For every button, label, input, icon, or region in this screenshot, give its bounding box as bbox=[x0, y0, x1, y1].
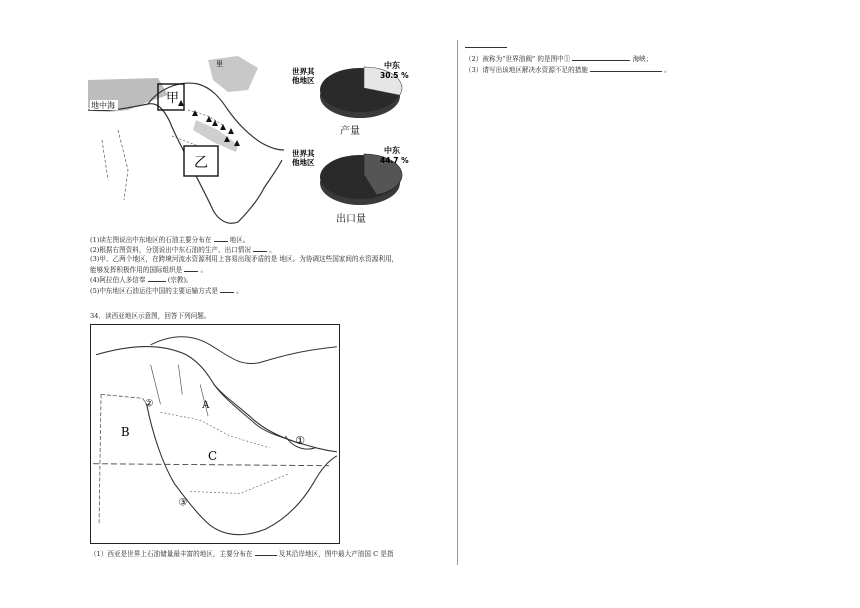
answer-blank[interactable] bbox=[214, 235, 228, 242]
coastline-south bbox=[147, 404, 337, 534]
q34-item-3-text: （3）请写出该地区解决水资源不足的措施 bbox=[465, 66, 588, 74]
tropic-line bbox=[93, 464, 329, 466]
middle-east-map bbox=[88, 50, 284, 230]
label-B: B bbox=[120, 424, 130, 439]
coastline-top bbox=[151, 337, 337, 364]
q33-item-1 bbox=[90, 235, 249, 245]
pie-other-label-1: 世界其 bbox=[292, 149, 315, 158]
answer-blank[interactable] bbox=[255, 549, 277, 556]
q33-item-2-tail: 。 bbox=[269, 246, 276, 254]
production-pie-chart bbox=[292, 56, 422, 136]
pie-other-label-2: 他地区 bbox=[292, 158, 315, 167]
answer-blank[interactable] bbox=[148, 275, 166, 282]
right-top-blank-line bbox=[465, 41, 507, 51]
q33-item-3 bbox=[90, 255, 398, 264]
border-dashed bbox=[99, 394, 147, 523]
q34-item-1 bbox=[90, 549, 393, 559]
caspian-label: 里 bbox=[216, 60, 223, 68]
west-asia-map bbox=[90, 324, 340, 544]
q34-item-2 bbox=[465, 54, 652, 64]
region-jia-label: 甲 bbox=[166, 91, 180, 106]
q34-item-3-tail: 。 bbox=[664, 66, 671, 74]
q33-item-2 bbox=[90, 245, 276, 255]
answer-blank[interactable] bbox=[220, 286, 234, 293]
pie-other-label-1: 世界其 bbox=[292, 67, 315, 76]
q33-item-5-tail: 。 bbox=[236, 287, 243, 295]
answer-blank[interactable] bbox=[590, 65, 662, 72]
pie-caption: 出口量 bbox=[336, 214, 366, 223]
q34-title: 34．读西亚地区示意图，回答下列问题。 bbox=[90, 312, 211, 320]
q33-item-1-tail: 地区。 bbox=[229, 236, 250, 244]
q33-item-3-cont-tail: 。 bbox=[200, 266, 208, 274]
border-lines bbox=[102, 130, 128, 200]
label-strait-1: ① bbox=[295, 433, 306, 447]
gulf-coast bbox=[214, 384, 295, 441]
answer-blank[interactable] bbox=[465, 41, 507, 48]
label-2: ② bbox=[144, 398, 154, 410]
q33-item-4-tail: (宗教)。 bbox=[167, 276, 193, 284]
q33-item-2-text: (2)根据右图资料，分别说出中东石油的生产、出口情况 bbox=[90, 246, 251, 254]
q33-item-5 bbox=[90, 286, 243, 296]
q33-item-1-text: (1)读左图说出中东地区的石油主要分布在 bbox=[90, 236, 212, 244]
q33-item-5-text: (5)中东地区石油运往中国的主要运输方式是 bbox=[90, 287, 219, 295]
answer-blank[interactable] bbox=[184, 265, 198, 272]
label-A: A bbox=[202, 400, 210, 412]
rivers bbox=[151, 365, 208, 417]
pie-me-pct: 44.7 % bbox=[380, 156, 409, 165]
q34-item-1-text: （1）西亚是世界上石油储量最丰富的地区，主要分布在 bbox=[90, 550, 253, 558]
column-divider bbox=[457, 40, 458, 565]
q33-item-3-cont-text: 能够发挥积极作用的国际组织是 bbox=[90, 266, 183, 274]
region-yi-label: 乙 bbox=[194, 155, 208, 171]
answer-blank[interactable] bbox=[572, 54, 630, 61]
label-C: C bbox=[208, 448, 218, 463]
mediterranean-label: 地中海 bbox=[91, 101, 115, 110]
q33-item-3-cont bbox=[90, 265, 207, 275]
q34-item-2-tail: 海峡； bbox=[632, 55, 653, 63]
border-inner bbox=[161, 412, 290, 493]
pie-me-pct: 30.5 % bbox=[380, 71, 409, 80]
q34-item-3 bbox=[465, 65, 671, 75]
answer-blank[interactable] bbox=[253, 245, 267, 252]
pie-caption: 产量 bbox=[340, 126, 360, 136]
q33-item-3-text: (3)甲、乙两个地区，在跨境河流水资源利用上容易出现矛盾的是 地区。为协调这些国家间的水资源利用， bbox=[90, 255, 399, 263]
q34-item-1-tail: 及其沿岸地区，图中最大产油国 C 是指 bbox=[278, 550, 394, 558]
pie-other-label-2: 他地区 bbox=[292, 76, 315, 85]
q33-item-4 bbox=[90, 275, 193, 285]
label-3: ③ bbox=[178, 497, 188, 509]
pie-me-label: 中东 bbox=[384, 61, 400, 70]
export-pie-chart bbox=[292, 143, 422, 223]
q33-item-4-text: (4)阿拉伯人多信奉 bbox=[90, 276, 146, 284]
q34-item-2-text: （2）被称为“世界油阀” 的是图中① bbox=[465, 55, 571, 63]
pie-me-label: 中东 bbox=[384, 146, 400, 155]
